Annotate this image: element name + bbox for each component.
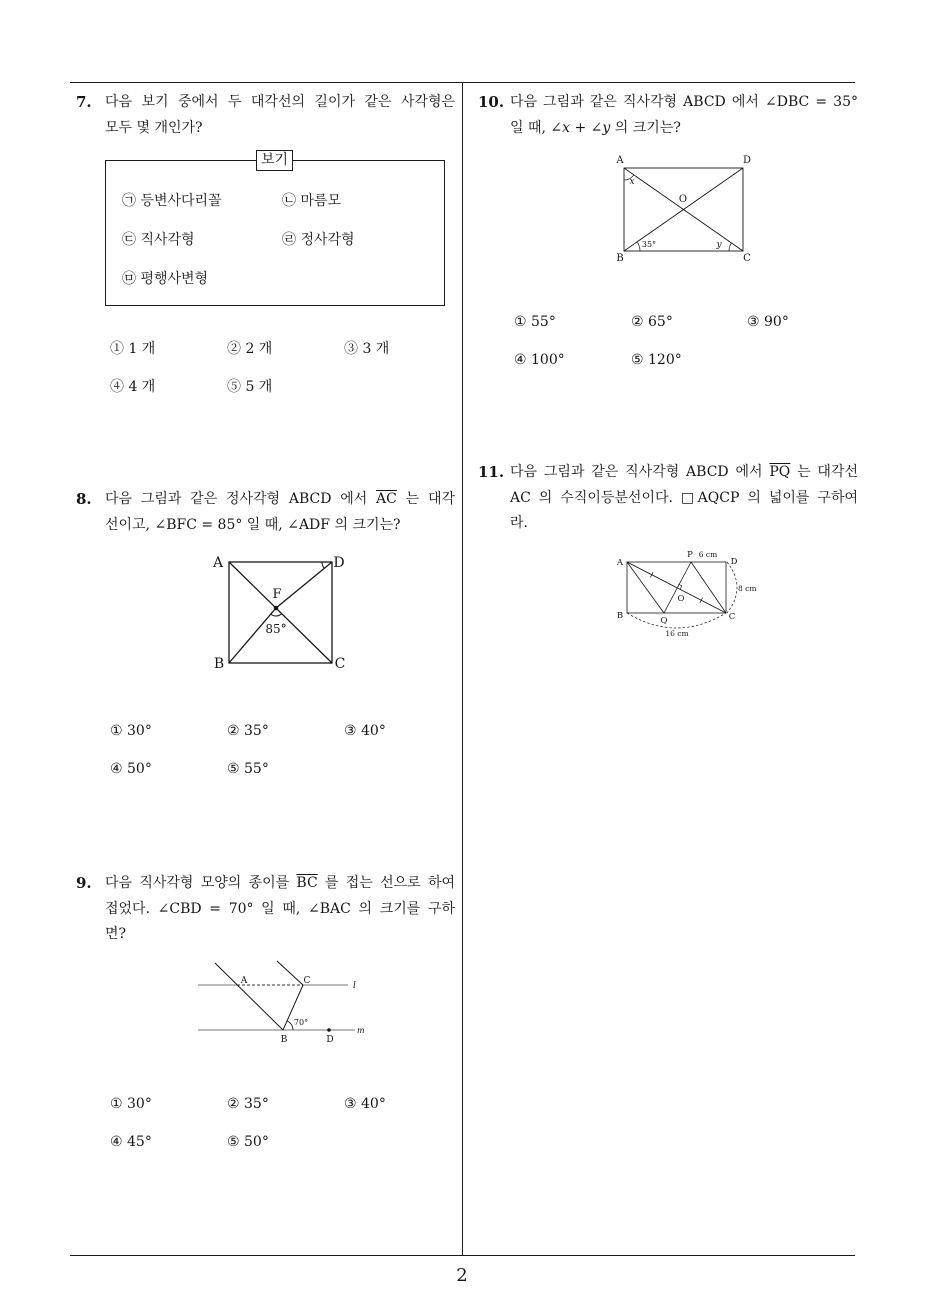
answer-choice: ② 35° [227,1096,269,1112]
question-text-line: 다음 보기 중에서 두 대각선의 길이가 같은 사각형은 [105,94,455,110]
paper-edge-through-a [215,963,283,1030]
angle-dbc-arc [637,242,640,251]
answer-choice: ④ 45° [110,1134,152,1150]
point-f [274,606,279,611]
label-d: D [326,1035,334,1045]
label-d: D [333,555,345,571]
diagonal-ac [229,562,332,663]
answer-choice: ③ 3 개 [344,341,390,357]
variable-x: x [562,119,571,136]
length-label-pd: 6 cm [698,550,718,559]
overline-segment-pq: $\overline{PQ}$ [769,464,791,480]
question-text-line: 모두 몇 개인가? [105,119,203,136]
dimension-arc-dc [727,562,737,613]
question-text-line: 선이고, ∠BFC = 85° 일 때, ∠ADF 의 크기는? [105,516,401,533]
question-text [510,460,858,537]
segment-pc [691,562,726,613]
question-text-line: 접었다. ∠CBD = 70° 일 때, ∠BAC 의 크기를 구하 [105,900,455,917]
text-segment: 는 대각선 [790,464,859,480]
question-number: 9. [76,874,92,892]
label-o: O [678,194,688,205]
question-number: 10. [478,93,505,111]
length-label-dc: 8 cm [738,584,757,593]
question-text [105,487,455,538]
point-d [327,1028,331,1032]
angle-adf-arc [322,562,324,568]
text-segment: 는 대각 [396,491,455,507]
figure-square-abcd [205,548,355,673]
text-segment: + ∠ [570,119,603,136]
segment-fd [276,562,332,608]
angle-cbd-arc [287,1021,293,1030]
question-text-line [510,116,858,142]
text-segment: 일 때, ∠ [510,119,563,136]
label-o: O [677,594,685,604]
answer-choice: ① 55° [514,314,556,330]
figure-folded-paper [190,955,370,1047]
label-b: B [280,1035,288,1045]
label-b: B [616,611,624,621]
answer-choice: ⑤ 5 개 [227,379,273,395]
label-c: C [728,612,736,622]
variable-y: y [602,119,611,136]
label-b: B [213,656,225,672]
equal-tick-oc [700,598,703,603]
question-text-line [105,871,455,897]
text-segment: 다음 직사각형 모양의 종이를 [105,875,297,891]
answer-choice: ④ 100° [514,352,565,368]
answer-choice: ⑤ 55° [227,761,269,777]
example-box-label: 보기 [256,150,293,171]
label-l: l [353,981,356,991]
question-text-line: 다음 그림과 같은 직사각형 ABCD 에서 ∠DBC = 35° [510,94,858,110]
label-d: D [742,155,752,166]
label-p: P [687,550,693,560]
label-a: A [240,976,248,986]
question-text [510,90,858,141]
answer-choice: ① 30° [110,723,152,739]
example-item: ㉠ 등변사다리꼴 [122,193,222,209]
angle-label: 85° [265,622,287,636]
label-y: y [716,240,722,250]
label-a: A [616,558,624,568]
segment-aq [627,562,664,613]
angle-y-arc [729,243,732,251]
answer-choice: ③ 40° [344,723,386,739]
overline-segment-bc: $\overline{BC}$ [296,875,318,891]
question-text-line: 면? [105,926,127,942]
answer-choice: ① 1 개 [110,341,156,357]
answer-choice: ⑤ 50° [227,1134,269,1150]
answer-choice: ④ 50° [110,761,152,777]
question-number: 7. [76,93,92,111]
answer-choice: ③ 90° [747,314,789,330]
answer-choice: ② 65° [631,314,673,330]
label-a: A [212,555,224,571]
question-text [105,871,455,948]
example-item: ㉡ 마름모 [282,193,342,209]
label-c: C [334,656,346,672]
diagonal-ac [627,562,726,613]
length-label-bc: 16 cm [665,629,689,638]
bottom-rule [70,1255,855,1256]
answer-choice: ② 2 개 [227,341,273,357]
equal-tick-ao [650,572,653,577]
overline-segment-ac: $\overline{AC}$ [376,491,397,507]
text-segment: 다음 그림과 같은 정사각형 ABCD 에서 [105,491,377,507]
question-number: 8. [76,490,92,508]
angle-label: 35° [641,240,657,249]
question-text-line: AC 의 수직이등분선이다. □AQCP 의 넓이를 구하여 [510,489,858,506]
example-box [105,152,445,306]
question-text-line [105,487,455,513]
example-item: ㉣ 정사각형 [282,232,355,248]
label-b: B [616,253,624,264]
answer-choice: ③ 40° [344,1096,386,1112]
figure-rectangle-abcd-diagonals [610,150,760,265]
question-text-line [510,460,858,486]
answer-choice: ② 35° [227,723,269,739]
label-c: C [303,976,311,986]
figure-rectangle-perpendicular-bisector [610,545,760,640]
dimension-arc-bc [627,613,726,628]
label-c: C [743,253,751,264]
page-number: 2 [456,1265,468,1286]
paper-edge-to-c [277,961,303,985]
answer-choice: ① 30° [110,1096,152,1112]
text-segment: 를 접는 선으로 하여 [317,875,456,891]
question-text-line: 라. [510,515,528,531]
angle-bfc-arc [271,614,282,616]
text-segment: 다음 그림과 같은 직사각형 ABCD 에서 [510,464,770,480]
angle-label: 70° [293,1018,309,1027]
label-m: m [357,1026,365,1035]
question-text [105,90,455,141]
label-a: A [616,155,624,166]
segment-pq [664,562,691,613]
text-segment: 의 크기는? [610,119,681,136]
question-number: 11. [478,463,505,481]
example-item: ㉤ 평행사변형 [122,271,209,287]
label-d: D [730,557,738,567]
answer-choice: ⑤ 120° [631,352,682,368]
label-x: x [629,177,635,187]
label-q: Q [660,616,668,626]
column-divider [462,82,463,1255]
answer-choice: ④ 4 개 [110,379,156,395]
label-f: F [272,587,282,602]
example-item: ㉢ 직사각형 [122,232,195,248]
